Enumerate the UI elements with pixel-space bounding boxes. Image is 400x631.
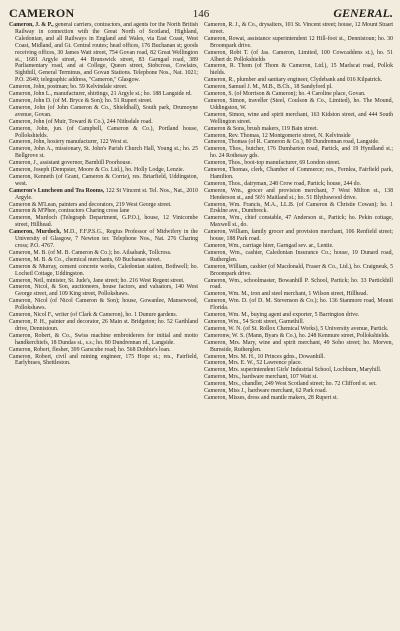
directory-entry bbox=[204, 312, 393, 319]
entry-text: Cameron, Misses, dress and mantle makers, 28 Rupert st. bbox=[203, 394, 339, 401]
directory-entry bbox=[9, 257, 198, 264]
directory-entry bbox=[204, 146, 393, 160]
entry-text: Cameron, John (of John Cameron & Co., Shieldhall), South park, Drumoyne avenue, Govan. bbox=[9, 104, 199, 118]
directory-entry bbox=[204, 181, 393, 188]
entry-text: Cameron, Robert, flesher, 399 Garscube road; ho. 568 Dobbie's loan. bbox=[9, 346, 171, 353]
entry-text: Cameron, John (of Muir, Toward & Co.), 244 Nithsdale road. bbox=[9, 118, 153, 125]
entry-text: Cameron, Nicol, & Son, auctioneers, house factors, and valuators, 140 West George street, and 109 King street, Pollokshaws. bbox=[9, 284, 199, 298]
directory-entry bbox=[9, 160, 198, 167]
directory-entry bbox=[204, 167, 393, 181]
directory-entry bbox=[204, 139, 393, 146]
directory-entry bbox=[9, 354, 198, 368]
entry-text: Cameron, Robt T. (of Jas. Cameron, Limited, 100 Cowcaddens st.), ho. 51 Albert dr. Pollokshields bbox=[203, 49, 393, 63]
entry-text: Cameron, Wm. M., iron and steel merchant, 1 Wilson street, Hillhead. bbox=[203, 291, 368, 298]
entry-text: Cameron, Kenneth (of Grant, Cameron & Corrie), res. Briarfield, Uddingston, west. bbox=[9, 173, 199, 187]
directory-entry bbox=[204, 243, 393, 250]
entry-text: Cameron, Rowat, assistance superintendent 12 Hill-foot st., Dennistoun; ho. 30 Broompark drive. bbox=[203, 35, 393, 49]
directory-entry bbox=[204, 22, 393, 36]
entry-text: Cameron, Joseph (Dempster, Moore & Co. Ltd.), ho. Holly Lodge, Lenzie. bbox=[9, 167, 185, 174]
entry-text: Cameron, R., plumber and sanitary engineer, Clydebank and 016 Kilpatrick. bbox=[203, 77, 383, 84]
entry-text: Cameron & Murray, cement concrete works, Caledonian station, Bothwell; ho. Locheil Cottage, Uddingston. bbox=[9, 263, 199, 277]
directory-entry bbox=[9, 91, 198, 98]
directory-entry bbox=[9, 215, 198, 229]
directory-entry bbox=[204, 112, 393, 126]
directory-entry bbox=[204, 36, 393, 50]
entry-text: Cameron, Simon, traveller (Steel, Coulson & Co., Limited), ho. The Mound, Uddingston, W. bbox=[203, 97, 393, 111]
running-head-right: GENERAL. bbox=[333, 6, 393, 20]
directory-entry bbox=[9, 98, 198, 105]
entry-text: Cameron & Sons, brush makers, 119 Bain street. bbox=[203, 125, 319, 132]
directory-entry bbox=[9, 105, 198, 119]
directory-entry bbox=[204, 264, 393, 278]
entry-text: Cameron, R. Thom (of Thom & Cameron, Ltd.), 15 Marlscat road, Pollok hields. bbox=[203, 63, 393, 77]
directory-entry bbox=[9, 298, 198, 312]
directory-columns bbox=[9, 22, 393, 402]
entry-text: Cameron, Nicol F., writer (of Clark & Cameron), ho. 1 Dunure gardens. bbox=[9, 312, 178, 319]
entry-name: Cameron's Luncheon and Tea Rooms, bbox=[9, 187, 105, 194]
directory-entry bbox=[9, 250, 198, 257]
entry-text: Cameron, Mrs. superintendent Girls' Industrial School, Lochburn, Maryhill. bbox=[203, 367, 382, 374]
directory-entry bbox=[9, 22, 198, 84]
entry-text: Cameron, Mrs. M. H., 10 Princes gdns., Dowanhill. bbox=[203, 353, 325, 360]
entry-text: Cameron & M'Phee, contractors Charing cross lane bbox=[9, 208, 130, 215]
entry-text: Cameron, John L., manufacturer, shirtings, 21 Argyle st.; ho. 188 Langside rd. bbox=[9, 91, 192, 98]
entry-text: Cameron, Miss J., hardware merchant, 62 Park road. bbox=[203, 388, 327, 395]
directory-entry bbox=[9, 319, 198, 333]
directory-entry bbox=[204, 360, 393, 367]
entry-text: Cameron, Thos., dairyman, 248 Crow road, Partick; house, 244 do. bbox=[203, 180, 361, 187]
directory-entry bbox=[204, 354, 393, 361]
directory-entry bbox=[9, 126, 198, 140]
entry-text: Cameron, Neil, minister, St. Jude's, Jane street; ho. 216 West Regent street. bbox=[9, 277, 185, 284]
entry-text: Cameron, P. H., painter and decorator, 26 Main st. Bridgeton; ho. 52 Garthland drive, Dennistoun. bbox=[9, 318, 199, 332]
directory-entry bbox=[204, 98, 393, 112]
entry-text: Cameron, Robert, civil and mining engineer, 175 Hope st.; res., Fairfield, Earlybraes, Shettleston. bbox=[9, 353, 199, 367]
directory-entry bbox=[204, 381, 393, 388]
directory-entry bbox=[204, 278, 393, 292]
directory-entry bbox=[9, 139, 198, 146]
entry-text: Cameron, John, jun. (of Campbell, Cameron & Co.), Portland house, Pollokshields. bbox=[9, 125, 199, 139]
directory-entry bbox=[204, 250, 393, 264]
entry-text: Cameron, Thomas, clerk, Chamber of Commerce; res., Fernlea, Fairfield park, Hamilton. bbox=[203, 167, 393, 180]
directory-entry bbox=[204, 319, 393, 326]
directory-entry bbox=[204, 63, 393, 77]
directory-entry bbox=[204, 202, 393, 216]
left-column bbox=[9, 22, 198, 402]
entry-text: Cameron, Robert, & Co., Swiss machine embroiderers for initial and motto handkerchiefs, 18 Dundas st., s.s.; ho. 80 Dundrennan rd., Langside. bbox=[9, 332, 199, 346]
entry-text: Cameron, John A., missionary, St. John's Parish Church Hall, Young st.; ho. 25 Bellgrove st. bbox=[9, 146, 199, 160]
directory-entry bbox=[9, 119, 198, 126]
entry-text: Cameron, Mrs. Mary, wine and spirit merchant, 49 Soho street; ho. Morven, Burnside, Rutherglen. bbox=[203, 339, 393, 353]
entry-text: Cameron, M. B. & Co., chemical merchants, 69 Buchanan street. bbox=[9, 256, 162, 263]
entry-text: Cameron, Wm., cashier, Caledonian Insurance Co.; house, 19 Dunard road, Rutherglen. bbox=[203, 249, 393, 263]
entry-text: Cameron, R. J., & Co., drysalters, 101 St. Vincent street; house, 12 Mount Stuart street. bbox=[203, 22, 393, 35]
directory-entry bbox=[204, 215, 393, 229]
entry-text: Cameron, Thos., boot-top manufacturer, 69 London street. bbox=[203, 160, 341, 167]
entry-text: Cameron, J., assistant governor, Barnhill Poorhouse. bbox=[9, 160, 132, 167]
entry-text: Cameron, John, postman; bo. 59 Kelvindale street. bbox=[9, 84, 128, 91]
entry-text: Cameron, Murdoch (Telegraph Department, G.P.O.), house, 12 Vinicombe street, Hillhead. bbox=[9, 215, 199, 229]
entry-text: Cameron, Mrs., hardware merchant, 107 Watt st. bbox=[203, 374, 318, 381]
directory-entry bbox=[204, 298, 393, 312]
entry-text: Cameron, Samuel J. M., M.B., B.Ch., 18 Sandyford pl. bbox=[203, 84, 333, 91]
entry-text: Cameron, Simon, wine and spirit merchant, 163 Kidston street, and 444 South Wellington street. bbox=[203, 111, 393, 125]
page-number: 146 bbox=[192, 8, 210, 20]
directory-entry bbox=[9, 229, 198, 250]
entry-text: Cameron, Thos., butcher, 176 Dumbarton road, Partick, and 19 Hyndland st.; ho. 24 Rothesay gds. bbox=[203, 146, 393, 160]
entry-text: Cameron, William, family grocer and provision merchant, 106 Renfield street; house, 188 Park road. bbox=[203, 229, 393, 243]
directory-entry bbox=[204, 395, 393, 402]
entry-text: Cameron, John D. (of M. Bryce & Son); ho. 51 Rupert street. bbox=[9, 97, 153, 104]
entry-text: Cameron, Wm., 54 Scott street, Garnethill. bbox=[203, 318, 305, 325]
entry-name: Cameron, Murdoch, bbox=[9, 229, 61, 236]
entry-text: Cameronw, W. S. (Mann, Byars & Co.), ho. 248 Kenmure street, Pollokshields. bbox=[203, 332, 390, 339]
directory-entry bbox=[204, 50, 393, 64]
entry-text: Cameron, William, cashier (of Macdonald, Fraser & Co., Ltd.), ho. Craigneuk, 5 Broompark drive. bbox=[203, 263, 393, 277]
entry-text: Cameron, M. B. (of M. B. Cameron & Co.); ho. Ailsabank, Tollcross. bbox=[9, 249, 172, 256]
entry-text: Cameron & M'Lean, painters and decorators, 219 West George street. bbox=[9, 201, 172, 208]
entry-text: Cameron, W. N. (of St. Rollox Chemical Works), 5 University avenue, Partick. bbox=[203, 325, 389, 332]
directory-entry bbox=[204, 340, 393, 354]
entry-text: Cameron, Thomas (of R. Cameron & Co.), 80 Dundrennan road, Langside. bbox=[203, 139, 380, 146]
directory-entry bbox=[204, 333, 393, 340]
entry-text: Cameron, Rev. Thomas, 12 Montgomerie street, N. Kelvinside bbox=[203, 132, 351, 139]
directory-entry bbox=[204, 326, 393, 333]
directory-entry bbox=[9, 333, 198, 347]
entry-text: Cameron, Mrs. E. W., 52 Lawrence place. bbox=[203, 360, 302, 367]
directory-entry bbox=[204, 367, 393, 374]
entry-text: 122 St Vincent st. Tel. Nos., Nat., 2010 Argyle. bbox=[15, 187, 199, 201]
directory-entry bbox=[9, 264, 198, 278]
entry-text: Cameron, Wm., grocer and provision merchant, 7 West Milton st., 138 Henderson st., and 56½ Maitland st.; ho. 51 Blythswood drive. bbox=[203, 187, 393, 201]
directory-entry bbox=[9, 188, 198, 202]
running-head-left: CAMERON bbox=[9, 6, 75, 20]
directory-entry bbox=[9, 312, 198, 319]
directory-entry bbox=[204, 388, 393, 395]
entry-text: Cameron, Mrs., chandler, 249 West Scotland street; ho. 72 Clifford st. set. bbox=[203, 381, 377, 388]
entry-name: Cameron, J. & P., bbox=[9, 22, 54, 28]
directory-entry bbox=[9, 202, 198, 209]
directory-entry bbox=[9, 284, 198, 298]
directory-entry bbox=[204, 160, 393, 167]
directory-entry bbox=[9, 347, 198, 354]
directory-entry bbox=[204, 126, 393, 133]
entry-text: Cameron, Wm. D. (of D. M. Stevenson & Co.); ho. 136 Stanmore road, Mount Florida. bbox=[203, 298, 393, 312]
directory-entry bbox=[9, 174, 198, 188]
entry-text: general carriers, contractors, and agents for the North British Railway in connection with the Great North of Scotland, Highland, Caledonian, and all Railways in England and Wales, via East Coast, West Coast, Midland, and Gt. Central routes; head offices, 176 Buchanan st; goods receiving offices, 30 James Watt street, 754 Govan road, 82 Great Wellington st., 1681 Argyle street, 44 Brunswick street, 83 Garngad road, 389 Parliamentary road, and at College, Queen street, Stobcross, Cowlairs, Sighthill, General Terminus, and Govan Stations. Telephone Nos., Nat. 1021; P.O. 2640; telegraphic address, "Cameron," Glasgow. bbox=[15, 22, 199, 84]
directory-entry bbox=[204, 229, 393, 243]
entry-text: M.D., F.F.P.S.G., Regius Professor of Midwifery in the University of Glasgow, 7 Newton ter. Telephone Nos., Nat. 276 Charing cross; P.O. 4767. bbox=[15, 229, 199, 249]
entry-text: Cameron, S. (of Morrison & Cameron); ho. 4 Caroline place, Govan. bbox=[203, 91, 366, 98]
page-header bbox=[9, 6, 393, 19]
entry-text: Cameron, Wm., schoolmaster, Bowanhill P. School, Partick; ho. 33 Partickhill road. bbox=[203, 277, 393, 291]
directory-entry bbox=[204, 188, 393, 202]
entry-text: Cameron, Wm. M., buying agent and exporter, 5 Barrington drive. bbox=[203, 312, 360, 319]
directory-entry bbox=[9, 167, 198, 174]
entry-text: Cameron, John, hosiery manufacturer, 122 West st. bbox=[9, 139, 129, 146]
directory-entry bbox=[204, 91, 393, 98]
entry-text: Cameron, Nicol (of Nicol Cameron & Son); house, Gowanlee, Mansewood, Pollokshaws. bbox=[9, 298, 199, 312]
directory-entry bbox=[9, 146, 198, 160]
entry-text: Cameron, Wm., chief constable, 47 Anderson st., Partick; ho. Pekin cottage, Maxwell st., do. bbox=[203, 215, 393, 229]
entry-text: Cameron, Wm., carriage hirer, Garngad sev. ar., Lentie. bbox=[203, 243, 334, 249]
right-column bbox=[204, 22, 393, 402]
entry-text: Cameron, Wm. Francis, M.A., LL.B. (of Cameron & Christie Cowan); ho. 1 Ersklne ave., Dumbreck. bbox=[203, 201, 393, 215]
